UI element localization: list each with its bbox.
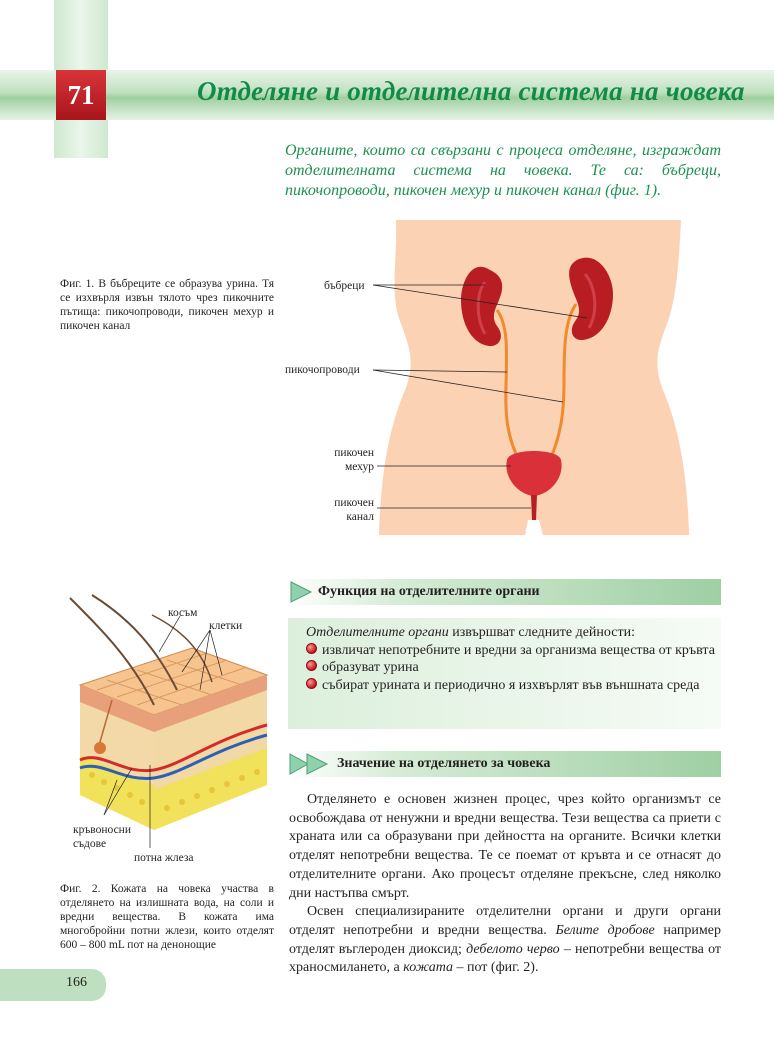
- page-number: 166: [66, 975, 87, 990]
- urinary-system-figure: [285, 220, 725, 540]
- label-bladder: пикочен мехур: [334, 447, 374, 473]
- lesson-title: Отделяне и отделителна система на човека: [197, 76, 745, 106]
- section2-arrow-icon: [287, 751, 333, 777]
- urethra: [531, 495, 537, 520]
- intro-paragraph: Органите, които са свързани с процеса отделяне, изграждат отделителната система на човека. Те са: бъбреци, пикочопроводи, пикочен мехур и пикочен канал (фиг. 1).: [285, 142, 721, 199]
- list-item: извличат непотребните и вредни за организма вещества от кръвта: [306, 642, 721, 660]
- section2-title: Значение на отделянето за човека: [337, 756, 551, 771]
- section2-body: [289, 791, 721, 978]
- label-kidneys: бъбреци: [324, 280, 365, 292]
- bullet-icon: [306, 643, 317, 654]
- section1-arrow-icon: [287, 579, 317, 605]
- skin-figure: [62, 590, 277, 860]
- label-cells: клетки: [209, 620, 243, 632]
- label-sweat-gland: потна жлеза: [134, 852, 194, 864]
- list-item: събират урината и периодично я изхвърлят във външната среда: [306, 677, 721, 695]
- label-hair: косъм: [168, 607, 198, 619]
- list-item: образуват урина: [306, 659, 721, 677]
- page-number-tab: [0, 969, 106, 1001]
- functions-lead: Отделителните органи извършват следните дейности:: [306, 625, 635, 640]
- bullet-icon: [306, 660, 317, 671]
- bullet-icon: [306, 678, 317, 689]
- figure1-caption: Фиг. 1. В бъбреците се образува урина. Тя се изхвърля извън тялото чрез пикочните пътища: пикочопроводи, пикочен мехур и пикочен канал: [60, 278, 274, 332]
- lesson-number: 71: [56, 70, 106, 120]
- paragraph: Отделянето е основен жизнен процес, чрез който организмът се освобождава от ненужни и вредни вещества. Тези вещества са приети с храната или са образувани при дейността на органите. Всички клетки отделят непотребни вещества. Те се поемат от кръвта и се отнасят до отделителните органи. Ако процесът отделяне прекъсне, след няколко дни настъпва смърт.: [289, 792, 721, 901]
- paragraph: Освен специализираните отделителни органи и други органи отделят непотребни и вредни вещества. Белите дробове например отделят въглероден диоксид; дебелото черво – непотребни вещества от храносмилането, а кожата – пот (фиг. 2).: [289, 904, 722, 976]
- label-urethra: пикочен канал: [334, 497, 374, 523]
- section1-title: Функция на отделителните органи: [318, 584, 540, 599]
- figure2-caption: Фиг. 2. Кожата на човека участва в отделянето на излишната вода, на соли и вредни вещества. В кожата има многобройни потни жлези, които отделят 600 – 800 mL пот на денонощие: [60, 883, 274, 951]
- sweat-gland: [94, 742, 106, 754]
- label-ureters: пикочопроводи: [285, 364, 360, 376]
- functions-list: [306, 624, 721, 694]
- label-blood-vessels: кръвоносни съдове: [73, 824, 131, 850]
